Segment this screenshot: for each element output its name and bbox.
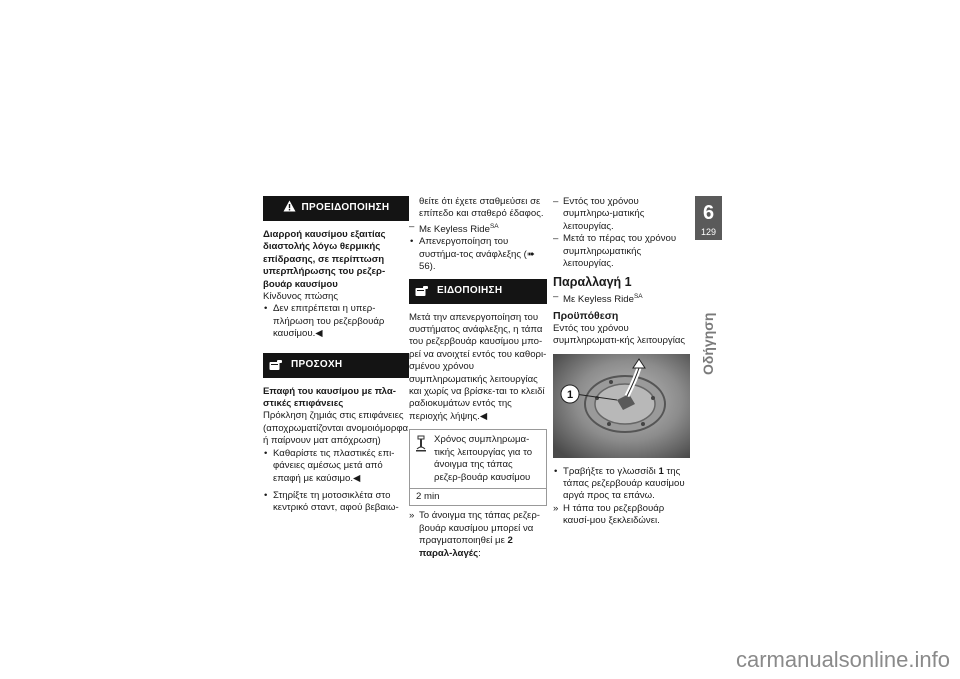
result-text-main: Το άνοιγμα της τάπας ρεζερ-βουάρ καυσίμου μπορεί να πραγματοποιηθεί με (419, 510, 540, 547)
warning-bar (263, 196, 409, 221)
result-end: : (478, 547, 481, 559)
photo-callout-1: 1 (566, 388, 574, 401)
ignition-bullet (409, 236, 547, 273)
dash-1: – Εντός του χρόνου συμπληρω-ματικής λειτουργίας. (553, 196, 690, 233)
watermark: carmanualsonline.info (735, 647, 950, 672)
prereq-text: Εντός του χρόνου συμπληρωματι-κής λειτουργίας (553, 322, 686, 347)
warning-bullet: • Δεν επιτρέπεται η υπερ-πλήρωση του ρεζερβουάρ καυσίμου.◀ (263, 303, 409, 340)
caution-hand-icon (269, 359, 283, 375)
chapter-tab (695, 196, 722, 240)
variant-title: Παραλλαγή 1 (553, 275, 632, 290)
warning-title: ΠΡΟΕΙΔΟΠΟΙΗΣΗ (301, 202, 390, 214)
result-text (409, 510, 547, 560)
notice-hand-icon (415, 285, 429, 301)
step-bullet: • Στηρίξτε τη μοτοσικλέτα στο κεντρικό σταντ, αφού βεβαιω- (263, 490, 409, 515)
info-box (409, 429, 547, 506)
ignition-page-link[interactable]: 56). (419, 261, 436, 273)
column-3 (553, 196, 690, 528)
column-2 (409, 196, 547, 560)
keyless-text: Με Keyless Ride (419, 224, 490, 235)
column-1 (263, 196, 409, 515)
timer-icon (415, 435, 427, 457)
prereq-title: Προϋπόθεση (553, 310, 619, 323)
notice-title: ΕΙΔΟΠΟΙΗΣΗ (437, 284, 503, 296)
bullet-bold: 1 (658, 465, 664, 477)
bullet-post: της τάπας ρεζερβουάρ καυσίμου αργά προς τα επάνω. (563, 465, 685, 502)
step-continuation: θείτε ότι έχετε σταθμεύσει σε επίπεδο και σταθερό έδαφος. (419, 196, 544, 220)
caution-heading: Επαφή του καυσίμου με πλα-στικές επιφάνειες (263, 385, 396, 410)
info-label: Χρόνος συμπληρωμα-τικής λειτουργίας για το άνοιγμα της τάπας ρεζερ-βουάρ καυσίμου (434, 434, 533, 483)
page-number: 129 (700, 227, 717, 237)
variant-dash-text: Με Keyless Ride (563, 294, 634, 306)
keyless-sup: SA (489, 222, 499, 230)
bullet-pre: Τραβήξτε το γλωσσίδι (563, 465, 659, 477)
warning-danger: Κίνδυνος πτώσης (263, 291, 338, 303)
warning-triangle-icon (283, 200, 296, 216)
notice-text: Μετά την απενεργοποίηση του συστήματος ανάφλεξης, η τάπα του ρεζερβουάρ καυσίμου μπο-ρεί να ανοιχτεί εντός του καθορι-σμένου χρόνου συμπληρωματικής λειτουργίας και χωρίς να βρίσκε-ται το κλειδί ραδιοκυμάτων εντός της περιοχής λήψης.◀ (409, 311, 547, 422)
keyless-dash (409, 221, 547, 237)
info-value: 2 min (410, 488, 546, 505)
unlock-result: » Η τάπα του ρεζερβουάρ καυσί-μου ξεκλειδώνει. (553, 503, 690, 528)
caution-text: Πρόκληση ζημιάς στις επιφάνειες (αποχρωματίζονται ανομοιόμορφα ή παίρνουν ματ απόχρωση) (263, 410, 409, 447)
warning-heading: Διαρροή καυσίμου εξαιτίας διαστολής λόγω θερμικής επίδρασης, σε περίπτωση υπερπλήρωσης του ρεζερ-βουάρ καυσίμου (263, 229, 386, 290)
caution-title: ΠΡΟΣΟΧΗ (291, 358, 343, 370)
result-bold: 2 παραλ-λαγές (419, 535, 513, 559)
notice-bar (409, 279, 547, 304)
pull-tab-bullet (553, 466, 690, 503)
chapter-title: Οδήγηση (700, 312, 716, 375)
caution-bullet: • Καθαρίστε τις πλαστικές επι-φάνειες αμέσως μετά από επαφή με καύσιμο.◀ (263, 448, 409, 485)
caution-bar (263, 353, 409, 378)
arrow-right-icon: ➠ (526, 248, 535, 260)
variant-dash (553, 291, 690, 307)
ignition-text: Απενεργοποίηση του συστήμα-τος ανάφλεξης ( (419, 236, 527, 260)
chapter-number: 6 (702, 202, 715, 224)
variant-sup: SA (633, 292, 643, 300)
dash-2: – Μετά το πέρας του χρόνου συμπληρωματικής λειτουργίας. (553, 233, 690, 270)
fuel-cap-photo (553, 354, 690, 458)
